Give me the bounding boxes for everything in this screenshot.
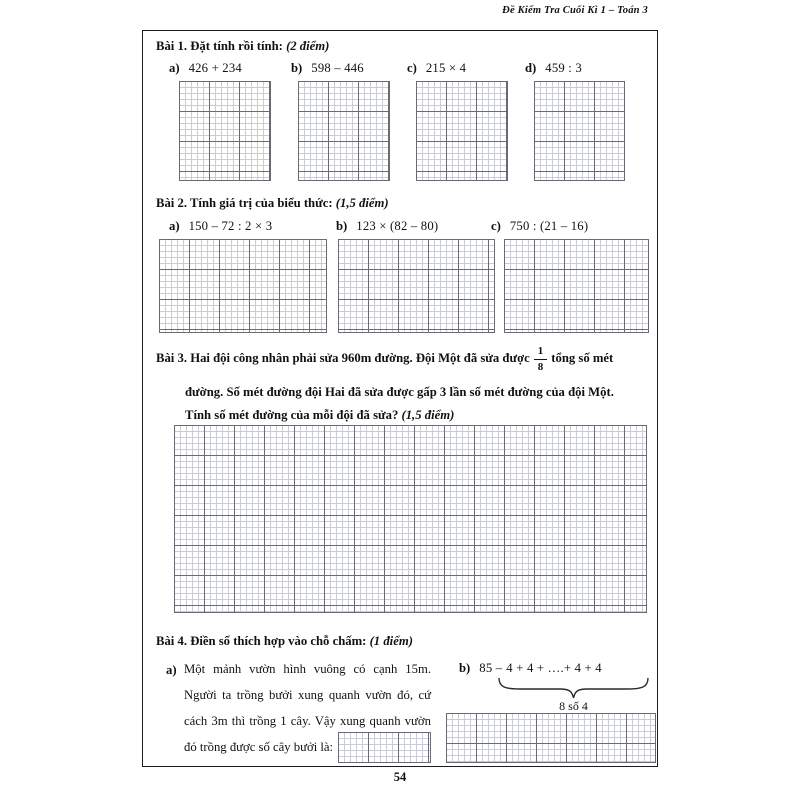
exercise-3-points: (1,5 điểm) bbox=[401, 408, 455, 422]
fraction-denominator: 8 bbox=[537, 360, 544, 373]
exercise-3-line2: đường. Số mét đường đội Hai đã sửa được gấp 3 lần số mét đường của đội Một. bbox=[185, 385, 614, 399]
part-label: c) bbox=[407, 61, 417, 75]
part-expression: 459 : 3 bbox=[545, 61, 582, 75]
exercise-3-text-before: Hai đội công nhân phải sửa 960m đường. Đội Một đã sửa được bbox=[190, 351, 530, 366]
expr-prefix: 85 – bbox=[479, 661, 503, 675]
part-expression: 750 : (21 – 16) bbox=[509, 219, 589, 233]
answer-grid-ex1a bbox=[179, 81, 271, 181]
ex4a-line3: cách 3m thì trồng 1 cây. Vậy xung quanh vườn bbox=[184, 714, 431, 728]
exercise-4-points: (1 điểm) bbox=[369, 634, 413, 648]
answer-grid-ex3 bbox=[174, 425, 647, 613]
exercise-3-line3-text: Tính số mét đường của mỗi đội đã sửa? bbox=[185, 408, 399, 422]
ex1-part-b bbox=[291, 59, 364, 77]
part-label: b) bbox=[291, 61, 303, 75]
ex1-part-a bbox=[169, 59, 242, 77]
exercise-3-line1 bbox=[156, 345, 652, 373]
part-label: c) bbox=[491, 219, 501, 233]
content-border-box bbox=[142, 30, 658, 767]
exercise-4-title-text: Bài 4. Điền số thích hợp vào chỗ chấm: bbox=[156, 634, 367, 648]
ex1-part-d bbox=[525, 59, 582, 77]
answer-grid-ex1d bbox=[534, 81, 625, 181]
part-label: a) bbox=[169, 61, 180, 75]
exercise-3-line3 bbox=[185, 408, 454, 423]
ex4a-line2: Người ta trồng bưởi xung quanh vườn đó, cứ bbox=[184, 688, 431, 702]
answer-grid-ex1c bbox=[416, 81, 508, 181]
fraction-numerator: 1 bbox=[534, 345, 548, 360]
part-expression: 215 × 4 bbox=[425, 61, 467, 75]
ex2-part-a bbox=[169, 217, 272, 235]
answer-grid-ex1b bbox=[298, 81, 390, 181]
exercise-2-title bbox=[156, 196, 389, 211]
answer-grid-ex2a bbox=[159, 239, 327, 333]
exercise-1-title-text: Bài 1. Đặt tính rồi tính: bbox=[156, 39, 283, 53]
exercise-3-label: Bài 3. bbox=[156, 351, 188, 366]
part-label: b) bbox=[459, 661, 471, 675]
exercise-4-title bbox=[156, 634, 413, 649]
underbrace-icon bbox=[496, 676, 651, 700]
ex4a-line1: Một mảnh vườn hình vuông có cạnh 15m. bbox=[184, 662, 431, 676]
answer-grid-ex4a bbox=[338, 732, 431, 763]
expr-braced-terms: 4 + 4 + ….+ 4 + 4 bbox=[506, 661, 602, 675]
fraction-one-eighth bbox=[534, 345, 548, 373]
part-label: a) bbox=[169, 219, 180, 233]
ex4a-line4: đó trồng được số cây bưởi là: bbox=[184, 740, 334, 754]
answer-grid-ex4b bbox=[446, 713, 656, 763]
page-number: 54 bbox=[393, 770, 407, 784]
part-expression: 150 – 72 : 2 × 3 bbox=[188, 219, 273, 233]
part-label: d) bbox=[525, 61, 537, 75]
exercise-1-title bbox=[156, 39, 329, 54]
ex4a-label: a) bbox=[166, 663, 177, 677]
ex2-part-c bbox=[491, 217, 588, 235]
ex2-part-b bbox=[336, 217, 438, 235]
ex1-part-c bbox=[407, 59, 466, 77]
answer-grid-ex2b bbox=[338, 239, 495, 333]
exercise-2-title-text: Bài 2. Tính giá trị của biểu thức: bbox=[156, 196, 333, 210]
part-label: b) bbox=[336, 219, 348, 233]
exercise-1-points: (2 điểm) bbox=[286, 39, 330, 53]
answer-grid-ex2c bbox=[504, 239, 649, 333]
page-header: Đề Kiểm Tra Cuối Kì 1 – Toán 3 bbox=[502, 5, 648, 16]
exercise-2-points: (1,5 điểm) bbox=[335, 196, 389, 210]
part-expression: 426 + 234 bbox=[188, 61, 242, 75]
part-expression: 598 – 446 bbox=[311, 61, 364, 75]
exercise-3-text-after: tổng số mét bbox=[551, 351, 614, 366]
part-expression: 123 × (82 – 80) bbox=[356, 219, 439, 233]
ex4b-brace-label: 8 số 4 bbox=[559, 699, 588, 713]
ex4b-expression bbox=[459, 659, 602, 677]
